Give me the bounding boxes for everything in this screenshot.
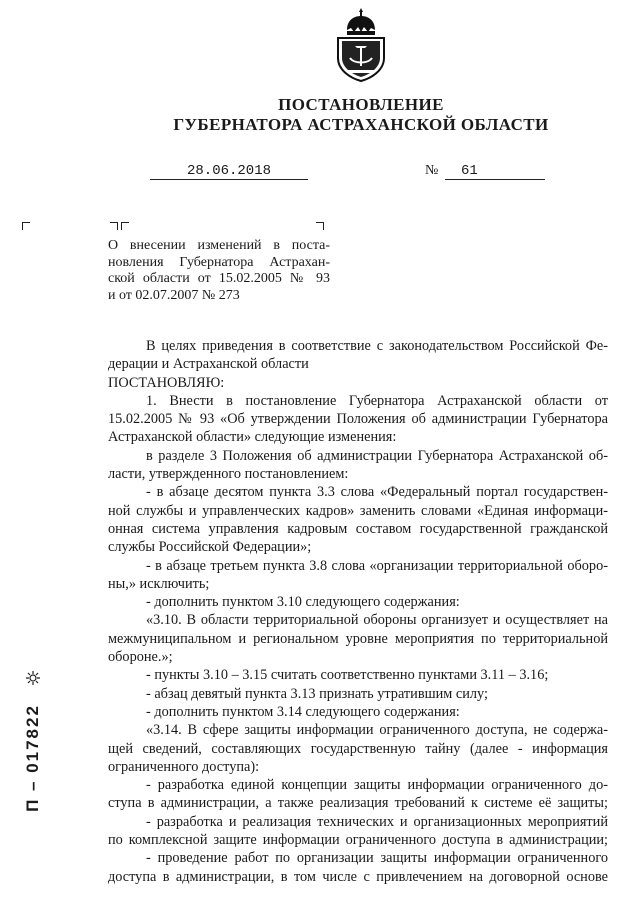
body-line: - дополнить пунктом 3.14 следующего содержания: — [146, 703, 460, 720]
number-label: № — [425, 163, 439, 178]
body-line: ограниченного доступа): — [108, 758, 260, 775]
margin-serial-block — [22, 668, 44, 848]
coat-of-arms-emblem — [330, 6, 392, 82]
body-line: межмуниципальном и региональном уровне мероприятия по территориальной — [108, 630, 608, 647]
corner-mark-mid-right — [110, 222, 118, 230]
body-line: - дополнить пунктом 3.10 следующего содержания: — [146, 594, 460, 611]
body-line: дерации и Астраханской области — [108, 356, 309, 373]
body-line: Астраханской области» следующие изменения: — [108, 429, 397, 446]
subject-line: О внесении изменений в поста- — [108, 238, 330, 253]
document-body — [108, 337, 608, 886]
body-line: «3.14. В сфере защиты информации ограниченного доступа, не содержа- — [146, 722, 608, 739]
body-line: - разработка и реализация технических и организационных мероприятий — [146, 813, 608, 830]
body-line: щей сведений, составляющих государственную тайну (далее - информация — [108, 740, 608, 757]
corner-mark-right — [316, 222, 324, 230]
decree-keyword: ПОСТАНОВЛЯЮ: — [108, 374, 225, 391]
body-line: - разработка единой концепции защиты информации ограниченного до- — [146, 777, 608, 794]
corner-mark-mid-left — [121, 222, 129, 230]
subject-line: новления Губернатора Астрахан- — [108, 254, 330, 270]
body-line: ласти, утвержденного постановлением: — [108, 466, 349, 483]
subject-line: ской области от 15.02.2005 № 93 — [108, 271, 330, 286]
body-line: - проведение работ по организации защиты информации ограниченного — [146, 850, 608, 867]
document-number: 61 — [445, 163, 545, 180]
document-date: 28.06.2018 — [150, 163, 308, 180]
body-line: доступа в администрации, в том числе с привлечением на договорной основе — [108, 868, 608, 885]
body-line: обороне.»; — [108, 649, 173, 666]
body-line: 1. Внести в постановление Губернатора Астраханской области от — [146, 392, 608, 409]
body-line: В целях приведения в соответствие с законодательством Российской Фе- — [146, 338, 608, 354]
subject-line: и от 02.07.2007 № 273 — [108, 287, 240, 303]
body-line: ны,» исключить; — [108, 575, 210, 592]
body-line: - абзац девятый пункта 3.13 признать утратившим силу; — [146, 685, 488, 702]
corner-mark-left — [22, 222, 30, 230]
body-line: - пункты 3.10 – 3.15 считать соответственно пунктами 3.11 – 3.16; — [146, 667, 549, 684]
body-line: - в абзаце десятом пункта 3.3 слова «Федеральный портал государствен- — [146, 484, 608, 501]
ornament-icon — [25, 670, 41, 686]
body-line: 15.02.2005 № 93 «Об утверждении Положения об администрации Губернатора — [108, 411, 608, 428]
issuer-title: ГУБЕРНАТОРА АСТРАХАНСКОЙ ОБЛАСТИ — [173, 115, 549, 134]
body-line: «3.10. В области территориальной обороны организует и осуществляет на — [146, 612, 608, 629]
subject-block — [108, 238, 330, 304]
body-line: онная система управления кадровым составом государственной гражданской — [108, 520, 608, 537]
body-line: по комплексной защите информации ограниченного доступа в администрации; — [108, 832, 608, 849]
body-line: службы Российской Федерации»; — [108, 539, 312, 556]
document-type-title: ПОСТАНОВЛЕНИЕ — [278, 95, 444, 114]
body-line: ступа в администрации, а также реализация требований к системе её защиты; — [108, 795, 608, 812]
body-line: в разделе 3 Положения об администрации Губернатора Астраханской об- — [146, 447, 608, 464]
serial-number: П – 017822 — [23, 704, 42, 812]
body-line: - в абзаце третьем пункта 3.8 слова «организации территориальной оборо- — [146, 557, 608, 574]
body-line: ной службы и управленческих кадров» заменить словами «Единая информаци- — [108, 502, 608, 519]
